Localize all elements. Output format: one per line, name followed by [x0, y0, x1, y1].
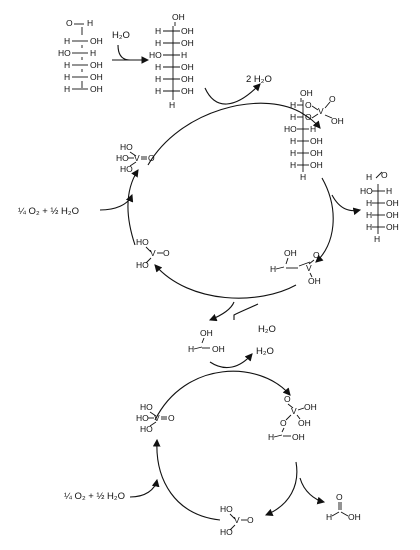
glucose-row2-right: H: [90, 48, 97, 58]
formyl-vanadium-complex: [270, 248, 321, 286]
cycle2-arc-right: [266, 462, 297, 515]
complex-row2-right-o: O: [305, 112, 312, 122]
water-in-label: H₂O: [112, 30, 130, 41]
vanadium-glucose-complex: [284, 88, 344, 182]
water-out-label-1: 2 H₂O: [246, 74, 272, 85]
hydrate-row5-right: OH: [181, 74, 194, 84]
formyl-oh: OH: [284, 248, 297, 258]
formic-oh: OH: [348, 512, 361, 522]
water-curve: [118, 45, 130, 60]
arabinose-row2-right: OH: [386, 198, 399, 208]
vanadate2-ho-mid: HO: [136, 413, 149, 423]
arabinose-bottom-h: H: [374, 234, 381, 244]
arabinose-structure: [360, 170, 399, 244]
formate-complex-o1: O: [284, 394, 291, 404]
glucose-row2-left: HO: [58, 48, 71, 58]
fhydrate-oh-top: OH: [200, 328, 213, 338]
oxidant-label-2: ¼ O₂ + ½ H₂O: [64, 491, 125, 502]
formic-o: O: [336, 492, 343, 502]
fhydrate-h: H: [188, 344, 195, 354]
arabinose-aldehyde-o: O: [381, 170, 388, 180]
complex-v-oh: OH: [331, 116, 344, 126]
arabinose-top-h: H: [366, 172, 373, 182]
vanadate1-ho-top: HO: [120, 142, 133, 152]
formic-h: H: [326, 512, 333, 522]
reduced2-o: O: [247, 515, 254, 525]
complex-row6-left: H: [290, 160, 297, 170]
reduced1-o: O: [163, 248, 170, 258]
glucose-hydrate-structure: [149, 12, 194, 110]
hydrate-row6-right: OH: [181, 86, 194, 96]
complex-row2-left: H: [290, 112, 297, 122]
cycle2-arc-top: [155, 371, 290, 420]
reduced-vanadium-structure-1: [136, 237, 170, 270]
oxidant-in-arrow-2: [130, 480, 157, 497]
glucose-structure: [58, 18, 103, 94]
fhydrate-oh-right: OH: [212, 344, 225, 354]
arabinose-row2-left: H: [366, 198, 373, 208]
formyl-v-oh: OH: [308, 276, 321, 286]
cycle2-arc-left: [157, 440, 220, 520]
vanadate-structure-1: [116, 142, 155, 174]
reduced1-ho-top: HO: [136, 237, 149, 247]
oxidant-in-arrow-1: [100, 195, 132, 210]
vanadate2-v: V: [154, 413, 160, 423]
formate-complex-oh1: OH: [304, 402, 317, 412]
hydrate-row3-right: H: [181, 50, 188, 60]
formyl-o: O: [313, 250, 320, 260]
arabinose-release-arrow: [332, 195, 360, 211]
water-in-label-2: H₂O: [258, 324, 276, 335]
formate-complex-o2: O: [280, 418, 287, 428]
glucose-row3-left: H: [64, 60, 71, 70]
complex-row4-left: H: [290, 136, 297, 146]
complex-row3-left: HO: [284, 124, 297, 134]
hydrate-top-oh: OH: [172, 12, 185, 22]
hydrate-row1-left: H: [155, 26, 162, 36]
arabinose-row1-right: H: [386, 186, 393, 196]
formaldehyde-hydrate-structure: [188, 328, 225, 354]
formate-vanadium-complex: [268, 394, 317, 442]
arabinose-row1-left: HO: [360, 186, 373, 196]
formic-acid-structure: [326, 492, 361, 522]
water-release-arrow-2: [210, 354, 252, 368]
hydrate-row5-left: H: [155, 74, 162, 84]
vanadate1-ho-bottom: HO: [120, 164, 133, 174]
hydrate-row4-left: H: [155, 62, 162, 72]
cycle1-arc-top: [148, 103, 300, 165]
hydrate-row3-left: HO: [149, 50, 162, 60]
water-out-label-2: H₂O: [256, 346, 274, 357]
oxidant-label-1: ¼ O₂ + ½ H₂O: [18, 206, 79, 217]
hydrate-bottom-h: H: [169, 100, 176, 110]
glucose-bottom-h: H: [64, 84, 71, 94]
formate-complex-oh3: OH: [292, 432, 305, 442]
complex-row4-right: OH: [310, 136, 323, 146]
glucose-row4-left: H: [64, 72, 71, 82]
formate-complex-oh2: OH: [298, 418, 311, 428]
vanadate2-ho-top: HO: [140, 402, 153, 412]
reduced2-ho-top: HO: [220, 504, 233, 514]
complex-row3-right: H: [310, 124, 317, 134]
formaldehyde-branch: [234, 304, 258, 320]
hydrate-row2-left: H: [155, 38, 162, 48]
vanadate1-o: O: [148, 153, 155, 163]
formyl-v: V: [306, 263, 312, 273]
hydrate-row2-right: OH: [181, 38, 194, 48]
arabinose-row3-left: H: [366, 210, 373, 220]
water-release-arrow-1: [205, 84, 260, 104]
formaldehyde-release-arrow: [210, 302, 234, 320]
complex-v: V: [318, 106, 324, 116]
reduced1-v: V: [150, 248, 156, 258]
reduced2-v: V: [234, 515, 240, 525]
reduced-vanadium-structure-2: [220, 504, 254, 537]
formate-complex-h: H: [268, 432, 275, 442]
vanadate1-v: V: [134, 153, 140, 163]
complex-bottom-h: H: [300, 172, 307, 182]
reduced1-ho-bottom: HO: [136, 260, 149, 270]
glucose-row1-left: H: [64, 36, 71, 46]
formic-release-arrow: [300, 478, 324, 502]
hydrate-row1-right: OH: [181, 26, 194, 36]
arabinose-row4-right: OH: [386, 222, 399, 232]
glucose-row1-right: OH: [90, 36, 103, 46]
vanadate1-ho-mid: HO: [116, 153, 129, 163]
complex-row1-right-o: O: [305, 100, 312, 110]
glucose-aldehyde-o: O: [66, 18, 73, 28]
hydrate-row4-right: OH: [181, 62, 194, 72]
complex-row1-left: H: [290, 100, 297, 110]
formyl-h: H: [270, 264, 277, 274]
complex-row5-right: OH: [310, 148, 323, 158]
glucose-bottom-oh: OH: [90, 84, 103, 94]
cycle1-arc-left: [128, 170, 138, 245]
complex-row5-left: H: [290, 148, 297, 158]
reduced2-ho-bottom: HO: [220, 527, 233, 537]
hydrate-row6-left: H: [155, 86, 162, 96]
complex-row6-right: OH: [310, 160, 323, 170]
arabinose-row4-left: H: [366, 222, 373, 232]
arabinose-row3-right: OH: [386, 210, 399, 220]
vanadate2-ho-bottom: HO: [140, 424, 153, 434]
glucose-row4-right: OH: [90, 72, 103, 82]
complex-top-oh: OH: [300, 88, 313, 98]
formate-complex-v: V: [291, 406, 297, 416]
glucose-top-h: H: [87, 18, 94, 28]
vanadate-structure-2: [136, 402, 175, 434]
vanadate2-o: O: [168, 413, 175, 423]
glucose-row3-right: OH: [90, 60, 103, 70]
complex-v-oxo: O: [329, 94, 336, 104]
